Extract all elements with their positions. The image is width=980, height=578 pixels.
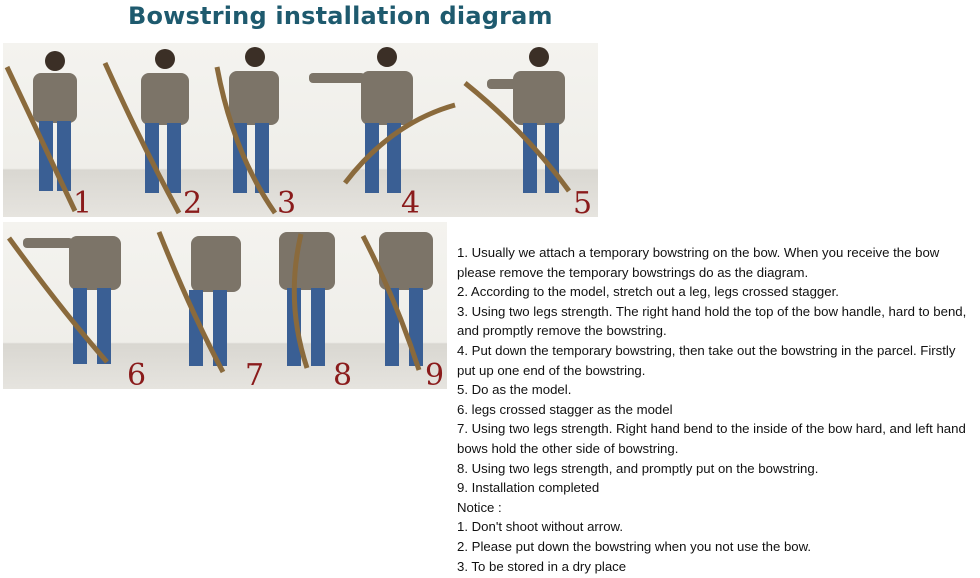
notice-heading: Notice : [457, 499, 502, 515]
instruction-step-7: 7. Using two legs strength. Right hand bend to the inside of the bow hard, and left hand bows hold the other side of bowstring. [457, 421, 966, 456]
step-photo-1 [3, 43, 101, 217]
instruction-step-6: 6. legs crossed stagger as the model [457, 401, 673, 417]
step-number: 4 [401, 186, 421, 217]
step-number: 8 [333, 358, 353, 389]
instruction-step-8: 8. Using two legs strength, and promptly put on the bowstring. [457, 460, 819, 476]
step-photo-7 [151, 222, 265, 389]
step-photo-6 [3, 222, 151, 389]
step-photo-9 [357, 222, 447, 389]
person-with-bow-icon [301, 43, 457, 217]
diagram-title: Bowstring installation diagram [128, 2, 553, 30]
notice-item-1: 1. Don't shoot without arrow. [457, 519, 623, 535]
step-photo-3 [205, 43, 301, 217]
step-photo-4 [301, 43, 457, 217]
step-number: 3 [277, 186, 297, 217]
step-number: 7 [245, 358, 265, 389]
instruction-step-5: 5. Do as the model. [457, 382, 572, 398]
step-number: 6 [127, 358, 147, 389]
instruction-step-9: 9. Installation completed [457, 480, 600, 496]
step-photo-8 [265, 222, 357, 389]
step-number: 9 [425, 358, 445, 389]
step-number: 2 [183, 186, 203, 217]
photo-strip-top [3, 43, 598, 217]
instruction-step-4: 4. Put down the temporary bowstring, then take out the bowstring in the parcel. Firstly put up one end of the bowstring. [457, 342, 956, 378]
notice-item-3: 3. To be stored in a dry place [457, 558, 627, 574]
step-number: 1 [73, 186, 93, 217]
instructions-block [457, 243, 977, 576]
step-number: 5 [573, 186, 593, 217]
step-photo-5 [457, 43, 598, 217]
photo-strip-bottom [3, 222, 447, 389]
instruction-step-3: 3. Using two legs strength. The right hand hold the top of the bow handle, hard to bend, and promptly remove the bowstring. [457, 303, 967, 339]
step-photo-2 [101, 43, 205, 217]
instruction-step-1: 1. Usually we attach a temporary bowstring on the bow. When you receive the bow please remove the temporary bowstrings do as the diagram. [457, 245, 940, 280]
instruction-step-2: 2. According to the model, stretch out a leg, legs crossed stagger. [457, 284, 839, 300]
notice-item-2: 2. Please put down the bowstring when you not use the bow. [457, 538, 812, 554]
